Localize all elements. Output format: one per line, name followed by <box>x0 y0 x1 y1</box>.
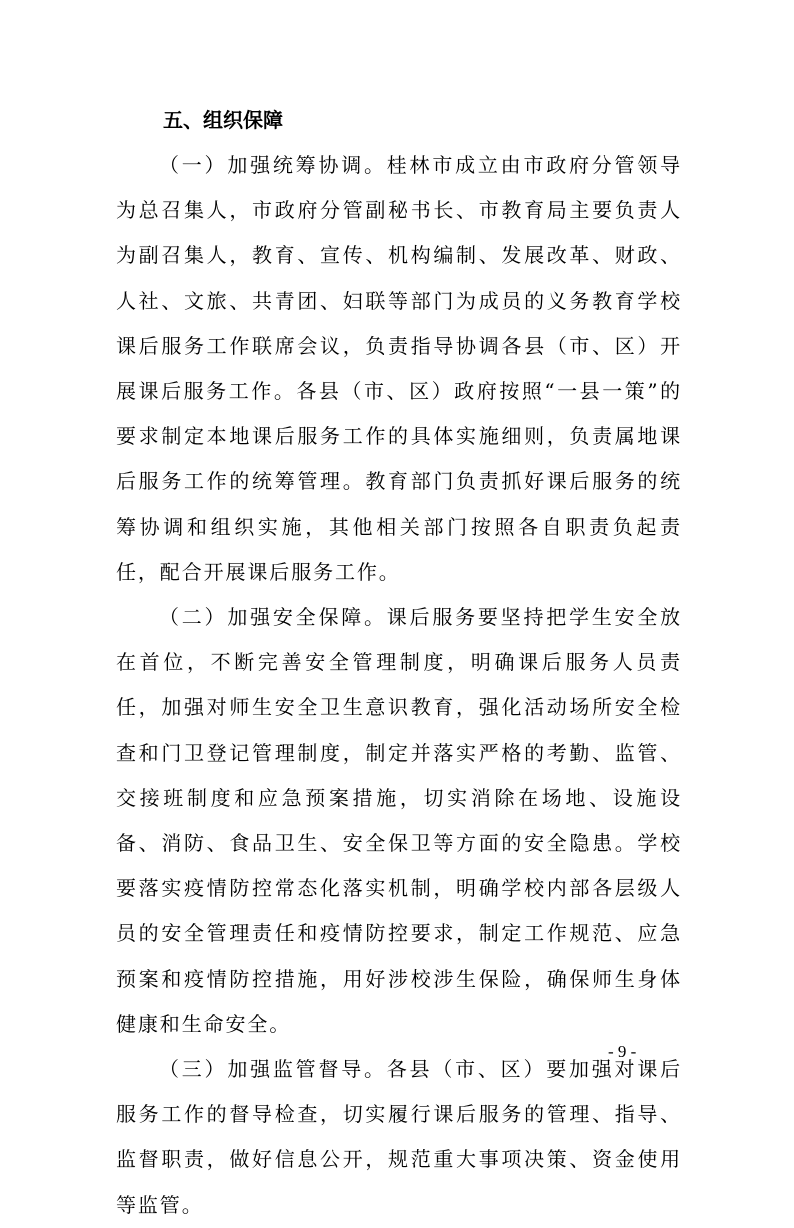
section-heading: 五、组织保障 <box>163 108 283 132</box>
page-number: - 9 - <box>608 1042 637 1061</box>
paragraph-coordination <box>116 143 682 595</box>
paragraph-text: 桂林市成立由市政府分管领导为总召集人，市政府分管副秘书长、市教育局主要负责人为副召集人，教育、宣传、机构编制、发展改革、财政、人社、文旅、共青团、妇联等部门为成员的义务教育学校课后服务工作联席会议，负责指导协调各县（市、区）开展课后服务工作。各县（市、区）政府按照“一县一策”的要求制定本地课后服务工作的具体实施细则，负责属地课后服务工作的统筹管理。教育部门负责抓好课后服务的统筹协调和组织实施，其他相关部门按照各自职责负起责任，配合开展课后服务工作。 <box>116 153 683 584</box>
paragraph-text: 各县（市、区）要加强对课后服务工作的督导检查，切实履行课后服务的管理、指导、监督职责，做好信息公开，规范重大事项决策、资金使用等监管。 <box>116 1057 683 1217</box>
paragraph-lead: （三）加强监管督导。 <box>159 1057 387 1082</box>
body-text <box>116 143 682 1228</box>
paragraph-safety <box>116 595 682 1047</box>
paragraph-text: 课后服务要坚持把学生安全放在首位，不断完善安全管理制度，明确课后服务人员责任，加强对师生安全卫生意识教育，强化活动场所安全检查和门卫登记管理制度，制定并落实严格的考勤、监管、交接班制度和应急预案措施，切实消除在场地、设施设备、消防、食品卫生、安全保卫等方面的安全隐患。学校要落实疫情防控常态化落实机制，明确学校内部各层级人员的安全管理责任和疫情防控要求，制定工作规范、应急预案和疫情防控措施，用好涉校涉生保险，确保师生身体健康和生命安全。 <box>116 605 683 1036</box>
paragraph-lead: （一）加强统筹协调。 <box>159 153 387 177</box>
paragraph-lead: （二）加强安全保障。 <box>159 605 387 630</box>
paragraph-supervision <box>116 1047 682 1228</box>
